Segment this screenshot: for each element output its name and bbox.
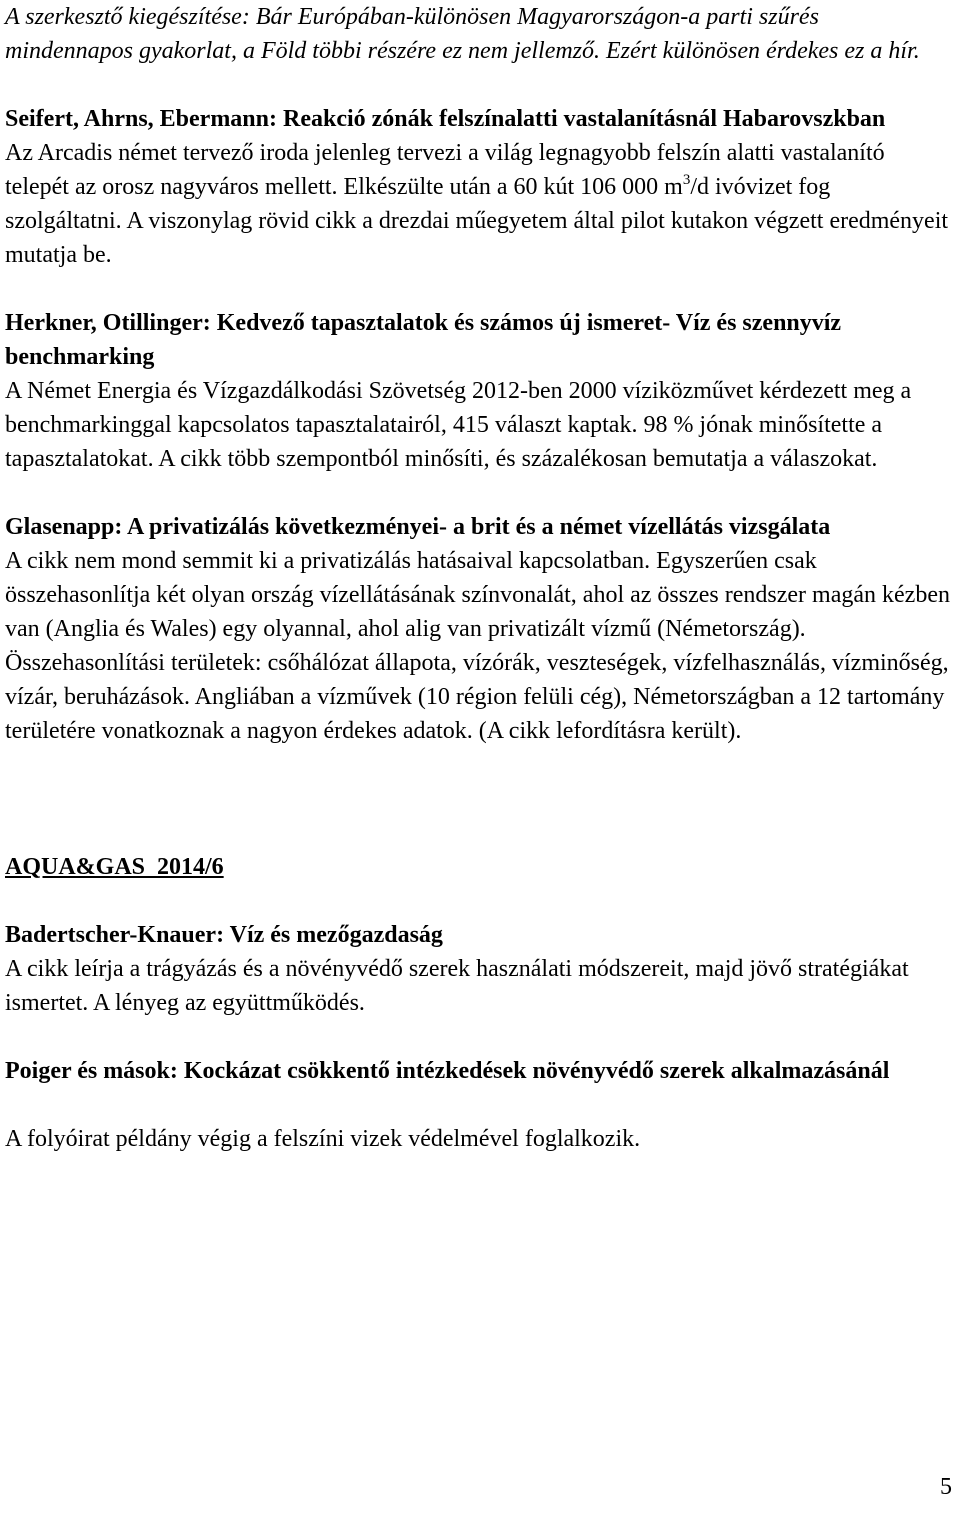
article-title: Poiger és mások: Kockázat csökkentő intézkedések növényvédő szerek alkalmazásánál <box>5 1058 890 1084</box>
article-title: Herkner, Otillinger: Kedvező tapasztalatok és számos új ismeret- Víz és szennyvíz benchmarking <box>5 310 842 370</box>
article-body: A cikk nem mond semmit ki a privatizálás hatásaival kapcsolatban. Egyszerűen csak összehasonlítja két olyan ország vízellátásának színvonalát, ahol az összes rendszer magán kézben van (Anglia és Wales) egy olyannal, ahol alig van privatizált vízmű (Németország). Összehasonlítási területek: csőhálózat állapota, vízórák, veszteségek, vízfelhasználás, vízminőség, vízár, beruházások. Angliában a vízművek (10 région felüli cég), Németországban a 12 tartomány területére vonatkoznak a nagyon érdekes adatok. (A cikk lefordításra került). <box>5 548 950 744</box>
article-title: Seifert, Ahrns, Ebermann: Reakció zónák felszínalatti vastalanításnál Habarovszkban <box>5 106 886 132</box>
page-number: 5 <box>940 1474 952 1500</box>
article-body <box>5 136 950 272</box>
editor-note: A szerkesztő kiegészítése: Bár Európában-különösen Magyarországon-a parti szűrés mindennapos gyakorlat, a Föld többi részére ez nem jellemző. Ezért különösen érdekes ez a hír. <box>5 4 920 64</box>
superscript: 3 <box>682 172 691 188</box>
article-section <box>5 510 950 748</box>
document-page <box>5 0 950 1156</box>
issue-title: AQUA&GAS 2014/6 <box>5 854 224 880</box>
article-body-text: Az Arcadis német tervező iroda jelenleg tervezi a világ legnagyobb felszín alatti vastalanító telepét az orosz nagyváros mellett. Elkészülte után a 60 kút 106 000 m <box>5 140 885 200</box>
article-body-text: /d ivóvizet fog szolgáltatni. A viszonylag rövid cikk a drezdai műegyetem által pilot kutakon végzett eredményeit mutatja be. <box>5 174 949 268</box>
article-body: A Német Energia és Vízgazdálkodási Szövetség 2012-ben 2000 víziközművet kérdezett meg a benchmarkinggal kapcsolatos tapasztalatairól, 415 választ kaptak. 98 % jónak minősítette a tapasztalatokat. A cikk több szempontból minősíti, és százalékosan bemutatja a válaszokat. <box>5 378 912 472</box>
article-section <box>5 1054 950 1156</box>
article-body: A folyóirat példány végig a felszíni vizek védelmével foglalkozik. <box>5 1126 641 1152</box>
article-title: Badertscher-Knauer: Víz és mezőgazdaság <box>5 922 443 948</box>
article-body: A cikk leírja a trágyázás és a növényvédő szerek használati módszereit, majd jövő stratégiákat ismertet. A lényeg az együttműködés. <box>5 956 909 1016</box>
article-section <box>5 918 950 1020</box>
article-section <box>5 306 950 476</box>
article-section <box>5 102 950 272</box>
article-title: Glasenapp: A privatizálás következményei- a brit és a német vízellátás vizsgálata <box>5 514 831 540</box>
